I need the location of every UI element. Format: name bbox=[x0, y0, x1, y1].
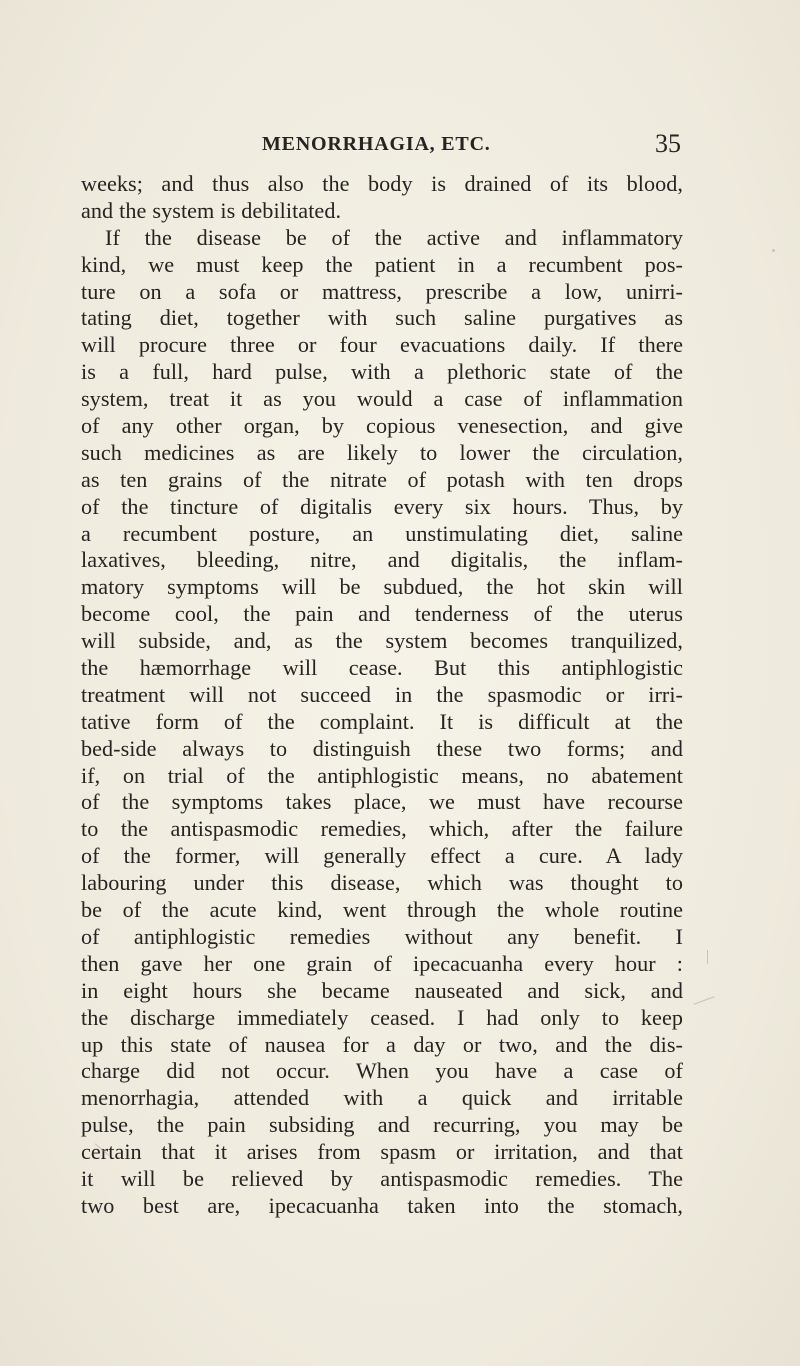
text-line: certain that it arises from spasm or irritation, and that bbox=[81, 1139, 683, 1165]
text-line: kind, we must keep the patient in a recumbent pos- bbox=[81, 251, 683, 277]
text-line: menorrhagia, attended with a quick and irritable bbox=[81, 1085, 683, 1111]
text-line: two best are, ipecacuanha taken into the stomach, bbox=[81, 1192, 683, 1218]
text-line: labouring under this disease, which was thought to bbox=[81, 870, 683, 896]
text-line: become cool, the pain and tenderness of the uterus bbox=[81, 601, 683, 627]
text-line: if, on trial of the antiphlogistic means, no abatement bbox=[81, 762, 683, 788]
text-line: of the symptoms takes place, we must have recourse bbox=[81, 789, 683, 815]
text-line: weeks; and thus also the body is drained of its blood, bbox=[81, 171, 683, 196]
text-line: matory symptoms will be subdued, the hot skin will bbox=[81, 574, 683, 600]
text-line: treatment will not succeed in the spasmodic or irri- bbox=[81, 681, 683, 707]
text-line: in eight hours she became nauseated and sick, and bbox=[81, 977, 683, 1003]
text-line: of any other organ, by copious venesection, and give bbox=[81, 413, 683, 439]
text-line: a recumbent posture, an unstimulating diet, saline bbox=[81, 520, 683, 546]
text-line: of the former, will generally effect a cure. A lady bbox=[81, 843, 683, 869]
running-title: MENORRHAGIA, ETC. bbox=[262, 133, 491, 155]
text-line: and the system is debilitated. bbox=[81, 197, 342, 223]
text-line: is a full, hard pulse, with a plethoric state of the bbox=[81, 359, 683, 385]
margin-speck bbox=[772, 249, 775, 252]
margin-mark bbox=[693, 996, 714, 1004]
text-line: as ten grains of the nitrate of potash with ten drops bbox=[81, 466, 683, 492]
text-line: of antiphlogistic remedies without any benefit. I bbox=[81, 923, 683, 949]
text-line: tating diet, together with such saline purgatives as bbox=[81, 305, 683, 331]
text-line: it will be relieved by antispasmodic remedies. The bbox=[81, 1165, 683, 1191]
text-line: the discharge immediately ceased. I had only to keep bbox=[81, 1004, 683, 1030]
text-line: be of the acute kind, went through the whole routine bbox=[81, 897, 683, 923]
text-line: system, treat it as you would a case of inflammation bbox=[81, 386, 683, 412]
text-line: laxatives, bleeding, nitre, and digitalis, the inflam- bbox=[81, 547, 683, 573]
text-line: pulse, the pain subsiding and recurring, you may be bbox=[81, 1112, 683, 1138]
text-line: charge did not occur. When you have a case of bbox=[81, 1058, 683, 1084]
text-line: then gave her one grain of ipecacuanha every hour : bbox=[81, 950, 683, 976]
text-line: such medicines as are likely to lower the circulation, bbox=[81, 439, 683, 465]
text-line: tative form of the complaint. It is difficult at the bbox=[81, 708, 683, 734]
page-number: 35 bbox=[655, 129, 681, 158]
running-head bbox=[81, 129, 681, 159]
margin-mark bbox=[707, 950, 708, 964]
text-line: ture on a sofa or mattress, prescribe a low, unirri- bbox=[81, 278, 683, 304]
body-text bbox=[81, 171, 683, 1220]
text-line: of the tincture of digitalis every six hours. Thus, by bbox=[81, 493, 683, 519]
text-line: If the disease be of the active and inflammatory bbox=[105, 224, 683, 250]
text-line: will subside, and, as the system becomes tranquilized, bbox=[81, 628, 683, 654]
text-line: the hæmorrhage will cease. But this antiphlogistic bbox=[81, 655, 683, 681]
text-line: up this state of nausea for a day or two, and the dis- bbox=[81, 1031, 683, 1057]
text-line: to the antispasmodic remedies, which, after the failure bbox=[81, 816, 683, 842]
text-line: will procure three or four evacuations daily. If there bbox=[81, 332, 683, 358]
text-line: bed-side always to distinguish these two forms; and bbox=[81, 735, 683, 761]
